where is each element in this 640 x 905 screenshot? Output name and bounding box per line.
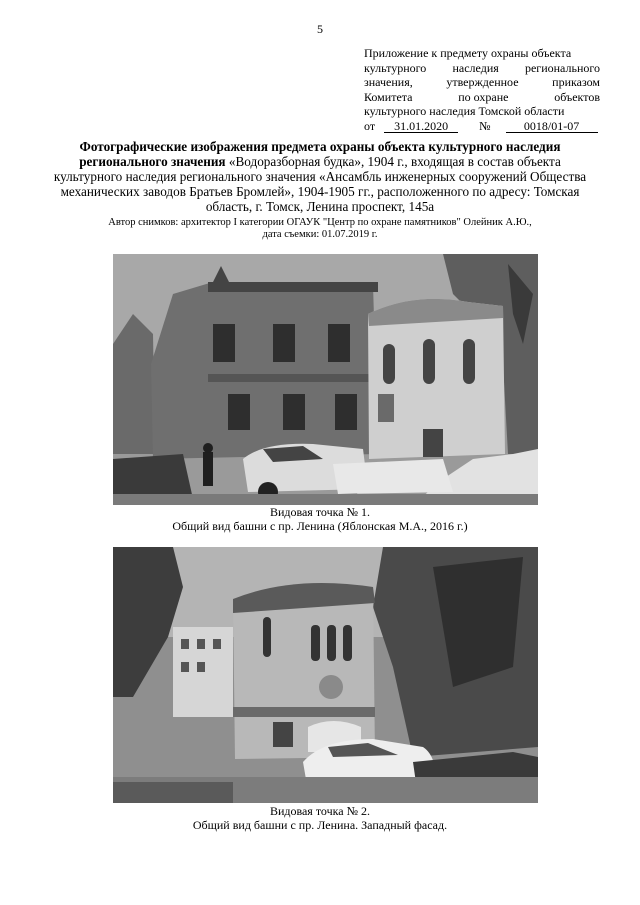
appendix-line-4 — [364, 90, 600, 105]
appendix-word: регионального — [524, 60, 600, 75]
caption-description: Общий вид башни с пр. Ленина (Яблонская М.А., 2016 г.) — [172, 518, 468, 533]
caption-viewpoint-2 — [80, 805, 560, 832]
caption-description: Общий вид башни с пр. Ленина. Западный фасад. — [192, 817, 448, 832]
photo-viewpoint-2 — [113, 547, 538, 803]
title-bold: Фотографические изображения предмета охраны объекта культурного наследия регионального значения — [79, 139, 561, 169]
photo-2-image — [113, 547, 538, 803]
appendix-date-line — [364, 119, 600, 134]
appendix-word: утвержденное — [446, 75, 519, 89]
appendix-line-2 — [364, 61, 600, 76]
appendix-word: значения, — [364, 75, 413, 89]
caption-point: Видовая точка № 2. — [269, 804, 371, 818]
appendix-line-3 — [364, 75, 600, 90]
number-sign: № — [479, 118, 491, 133]
appendix-word: культурного — [364, 60, 427, 75]
appendix-word: наследия — [452, 60, 499, 75]
appendix-word: объектов — [554, 89, 600, 104]
appendix-text: Приложение к предмету охраны объекта — [364, 46, 572, 60]
caption-point: Видовая точка № 1. — [269, 505, 371, 519]
title-rest: «Водоразборная будка», 1904 г., входящая в состав объекта культурного наследия регионального значения «Ансамбль инженерных сооружений Общества механических заводов Братьев Бромлей», 1904-1905 гг., расположенного по адресу: Томская область, г. Томск, Ленина проспект, 145а — [53, 154, 587, 214]
appendix-word: приказом — [552, 75, 600, 89]
appendix-line-5: культурного наследия Томской области — [364, 104, 565, 118]
photo-1-image — [113, 254, 538, 505]
appendix-word: Комитета — [364, 89, 413, 104]
appendix-block — [364, 46, 600, 133]
author-note: Автор снимков: архитектор I категории ОГАУК "Центр по охране памятников" Олейник А.Ю., дата съемки: 01.07.2019 г. — [108, 217, 532, 240]
order-number: 0018/01-07 — [506, 120, 598, 133]
document-title — [52, 139, 588, 214]
appendix-word: по охране — [458, 89, 509, 104]
caption-viewpoint-1 — [80, 506, 560, 533]
photo-viewpoint-1 — [113, 254, 538, 505]
page-number: 5 — [317, 22, 323, 36]
appendix-line-1 — [364, 46, 600, 61]
order-date: 31.01.2020 — [384, 120, 458, 133]
date-prefix: от — [364, 118, 376, 133]
